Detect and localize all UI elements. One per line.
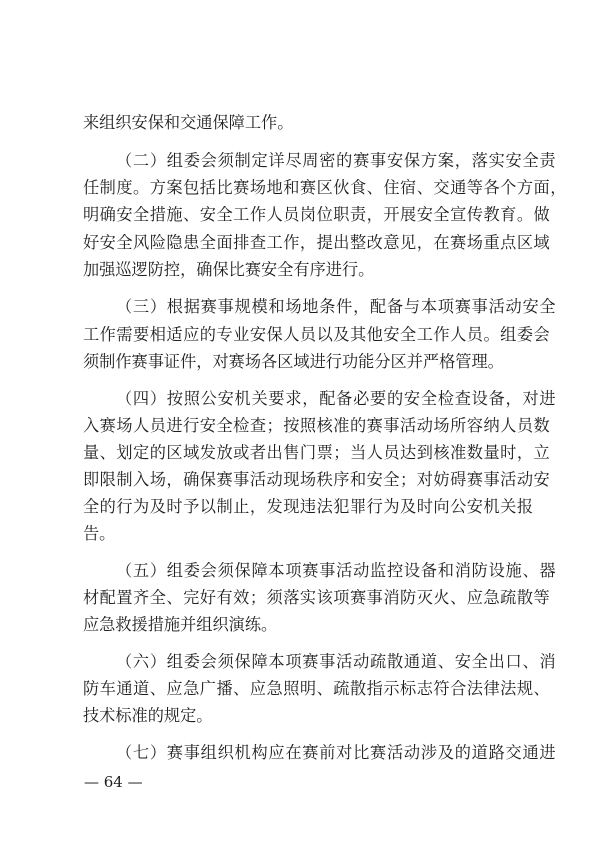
paragraph-line: 量、划定的区域发放或者出售门票；当人员达到核准数量时，立	[83, 443, 551, 462]
page-number: — 64 —	[84, 773, 143, 791]
paragraph-line: 好安全风险隐患全面排查工作，提出整改意见，在赛场重点区域	[83, 233, 551, 252]
paragraph-line: 材配置齐全、完好有效；须落实该项赛事消防灭火、应急疏散等	[83, 588, 551, 607]
paragraph-line: 入赛场人员进行安全检查；按照核准的赛事活动场所容纳人员数	[83, 416, 551, 435]
paragraph-line: （七）赛事组织机构应在赛前对比赛活动涉及的道路交通进	[116, 743, 557, 762]
paragraph-line: 来组织安保和交通保障工作。	[83, 113, 294, 132]
paragraph-line: 任制度。方案包括比赛场地和赛区伙食、住宿、交通等各个方面，	[83, 178, 567, 197]
paragraph-line: 技术标准的规定。	[83, 706, 213, 725]
paragraph-line: 须制作赛事证件，对赛场各区域进行功能分区并严格管理。	[83, 352, 504, 371]
paragraph-line: 全的行为及时予以制止，发现违法犯罪行为及时向公安机关报	[83, 497, 534, 516]
paragraph-line: 应急救援措施并组织演练。	[83, 615, 278, 634]
paragraph-line: （三）根据赛事规模和场地条件，配备与本项赛事活动安全	[116, 297, 557, 316]
paragraph-line: 防车通道、应急广播、应急照明、疏散指示标志符合法律法规、	[83, 679, 551, 698]
paragraph-line: （六）组委会须保障本项赛事活动疏散通道、安全出口、消	[116, 652, 557, 671]
paragraph-line: 工作需要相适应的专业安保人员以及其他安全工作人员。组委会	[83, 325, 551, 344]
paragraph-line: 加强巡逻防控，确保比赛安全有序进行。	[83, 260, 375, 279]
paragraph-line: 明确安全措施、安全工作人员岗位职责，开展安全宣传教育。做	[83, 205, 551, 224]
paragraph-line: （四）按照公安机关要求，配备必要的安全检查设备，对进	[116, 389, 557, 408]
paragraph-line: （二）组委会须制定详尽周密的赛事安保方案，落实安全责	[116, 151, 557, 170]
paragraph-line: 告。	[83, 524, 116, 543]
paragraph-line: 即限制入场，确保赛事活动现场秩序和安全；对妨碍赛事活动安	[83, 470, 551, 489]
paragraph-line: （五）组委会须保障本项赛事活动监控设备和消防设施、器	[116, 561, 557, 580]
